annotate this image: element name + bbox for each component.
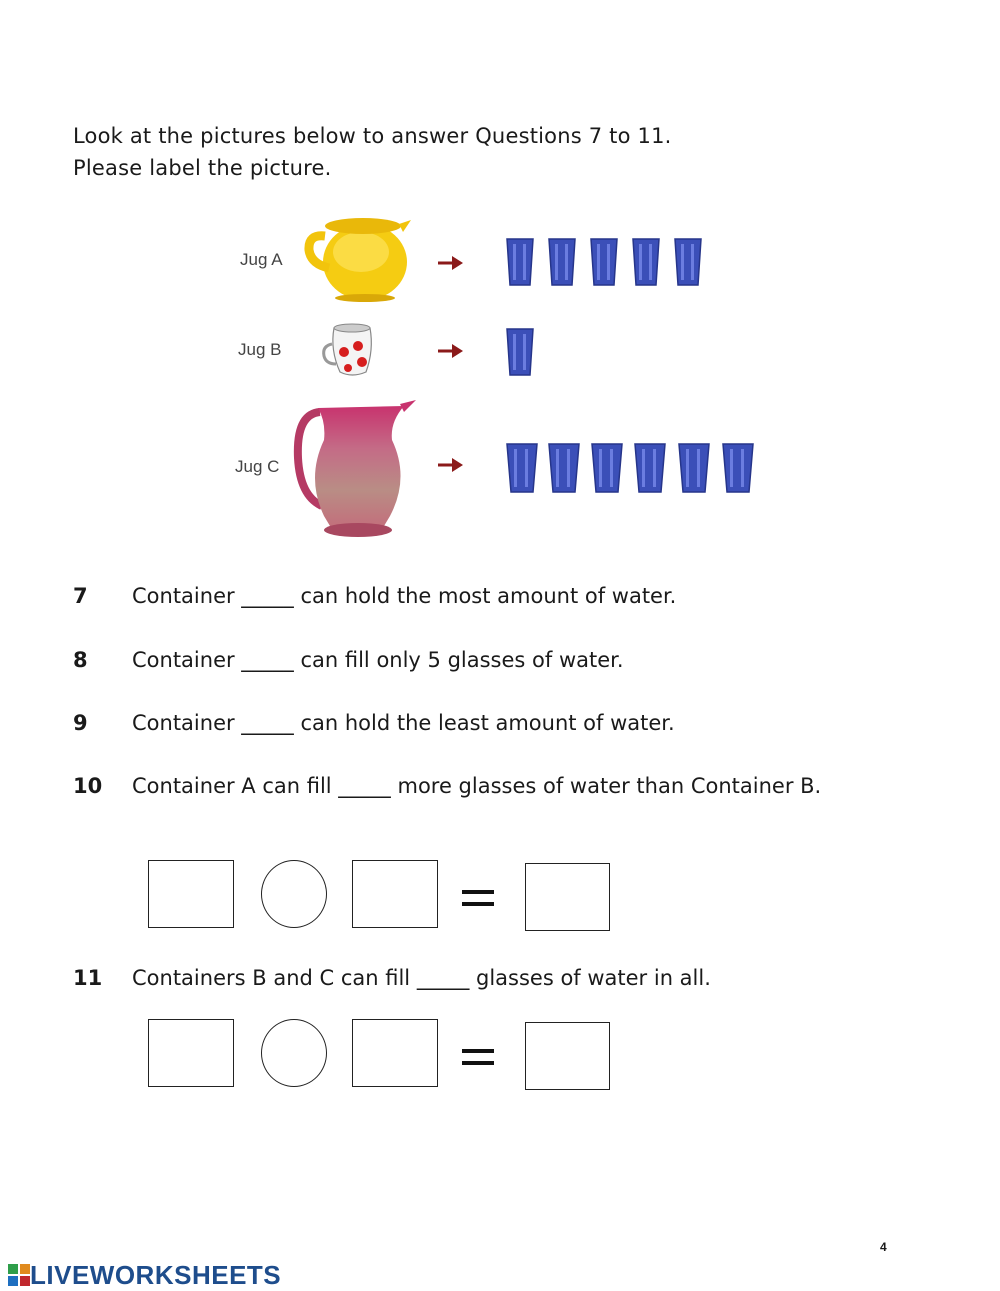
glass-icon	[547, 441, 581, 495]
equation-11-operand-1-box[interactable]	[148, 1019, 234, 1087]
brand-name: LIVEWORKSHEETS	[30, 1259, 282, 1290]
glass-icon	[673, 236, 703, 288]
arrow-icon	[436, 341, 466, 361]
glass-icon	[631, 236, 661, 288]
page-number: 4	[880, 1240, 887, 1254]
jug-b-image	[320, 320, 380, 380]
equation-10-result-box[interactable]	[525, 863, 610, 931]
glass-icon	[547, 236, 577, 288]
question-text: Container A can fill _____ more glasses of water than Container B.	[132, 774, 822, 798]
question-text: Container _____ can hold the most amount of water.	[132, 584, 677, 608]
equation-11-result-box[interactable]	[525, 1022, 610, 1090]
glass-icon	[721, 441, 755, 495]
equals-sign	[462, 888, 494, 908]
liveworksheets-logo-icon	[8, 1264, 30, 1286]
liveworksheets-logo	[8, 1260, 281, 1290]
glass-icon	[589, 236, 619, 288]
question-number: 10	[73, 774, 103, 798]
equation-10-operand-1-box[interactable]	[148, 860, 234, 928]
question-text: Container _____ can fill only 5 glasses of water.	[132, 648, 624, 672]
equation-11-operator-circle[interactable]	[261, 1019, 327, 1087]
jug-c-image	[292, 398, 417, 540]
jug-a-label: Jug A	[240, 250, 283, 269]
equals-sign	[462, 1047, 494, 1067]
arrow-icon	[436, 253, 466, 273]
jug-b-label: Jug B	[238, 340, 282, 359]
question-text: Containers B and C can fill _____ glasses of water in all.	[132, 966, 711, 990]
glass-icon	[633, 441, 667, 495]
instruction-line-1: Look at the pictures below to answer Questions 7 to 11.	[73, 124, 672, 148]
jug-c-label: Jug C	[235, 457, 280, 476]
glass-icon	[677, 441, 711, 495]
question-number: 7	[73, 584, 88, 608]
equation-10-operand-2-box[interactable]	[352, 860, 438, 928]
instructions	[73, 120, 672, 184]
question-text: Container _____ can hold the least amount of water.	[132, 711, 675, 735]
question-number: 8	[73, 648, 88, 672]
jug-b-glass-icon	[505, 326, 535, 378]
question-number: 11	[73, 966, 103, 990]
glass-icon	[505, 441, 539, 495]
equation-10-operator-circle[interactable]	[261, 860, 327, 928]
arrow-icon	[436, 455, 466, 475]
jug-a-image	[303, 216, 411, 302]
equation-11-operand-2-box[interactable]	[352, 1019, 438, 1087]
glass-icon	[590, 441, 624, 495]
question-number: 9	[73, 711, 88, 735]
glass-icon	[505, 236, 535, 288]
instruction-line-2: Please label the picture.	[73, 156, 332, 180]
